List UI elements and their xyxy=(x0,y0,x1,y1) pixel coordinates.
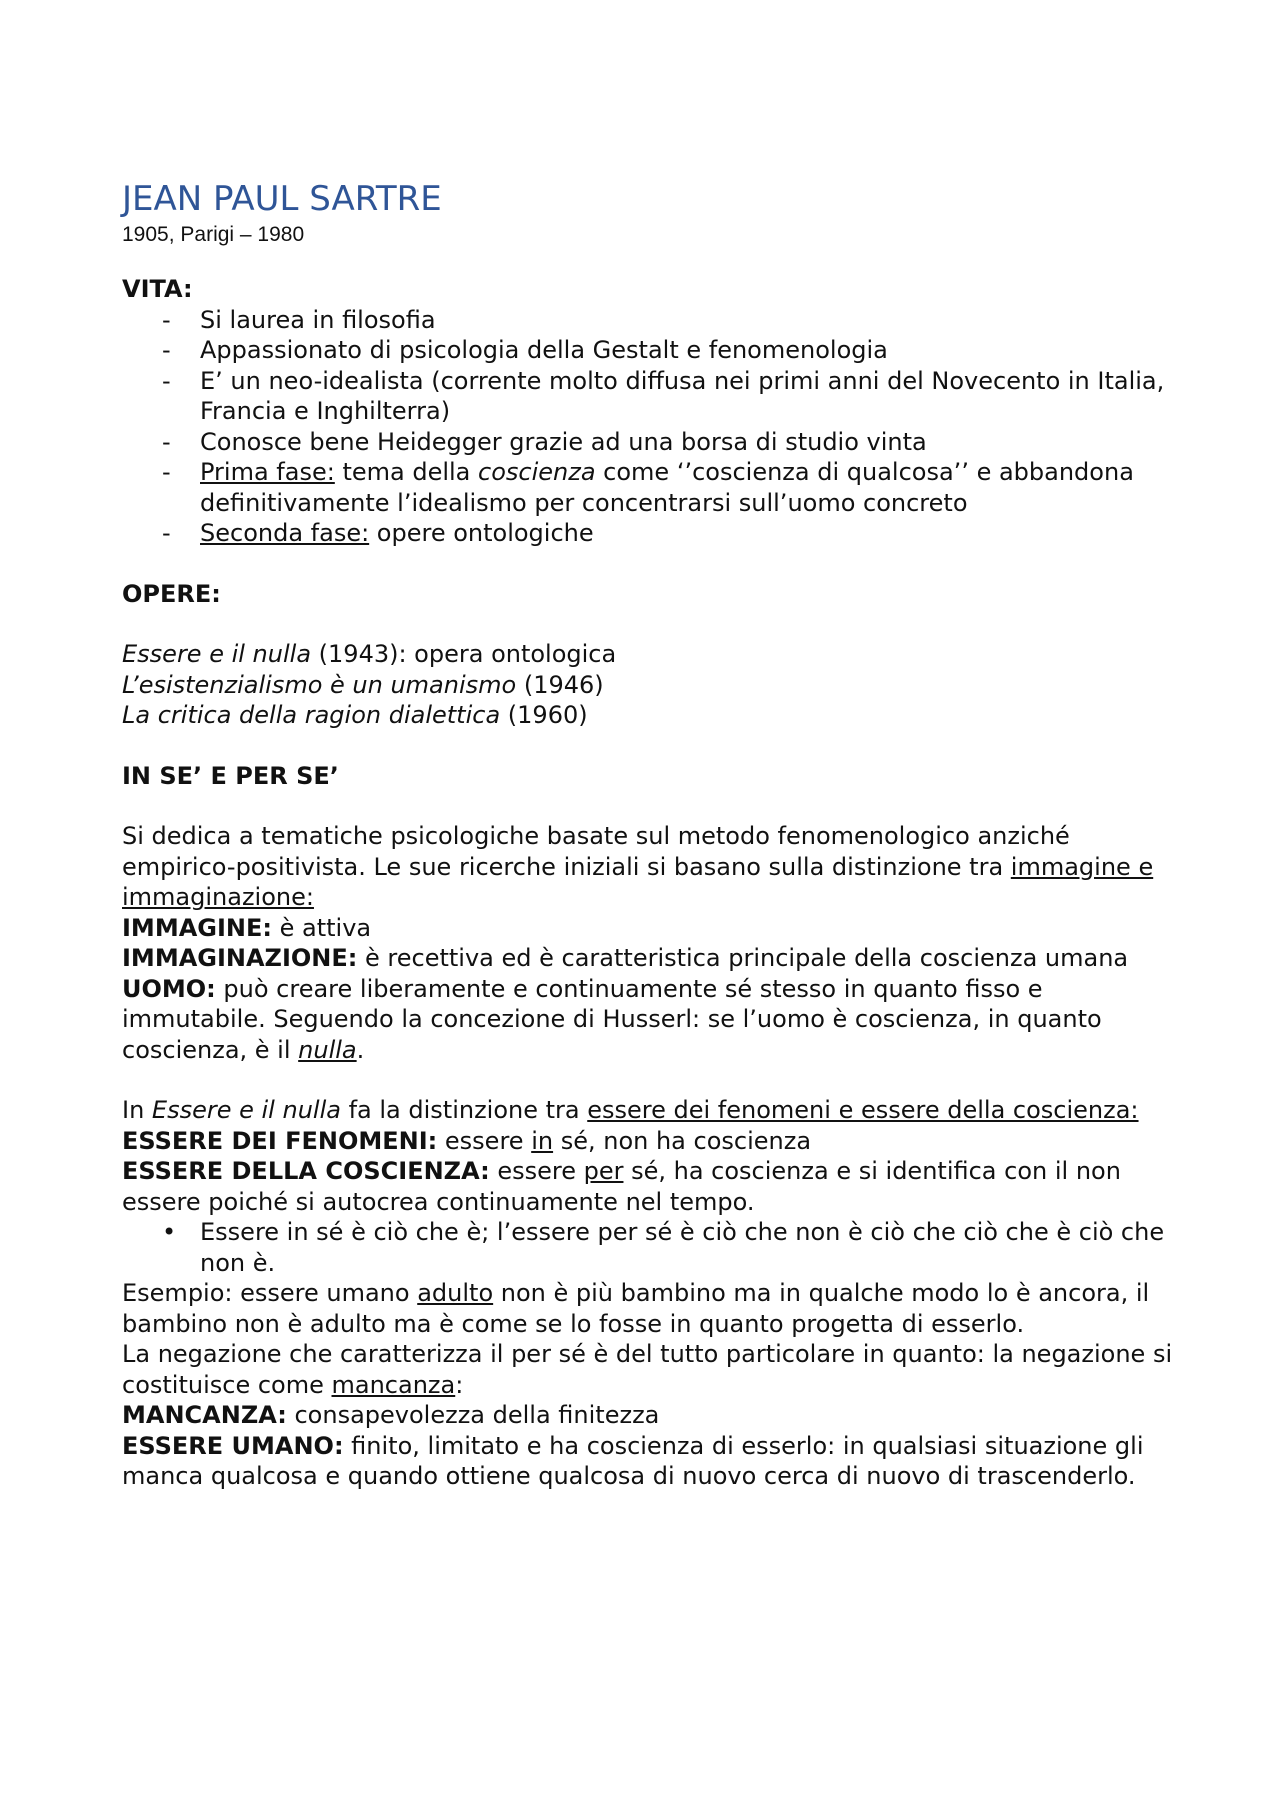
list-item: - Prima fase: tema della coscienza come ‘’coscienza di qualcosa’’ e abbandona definitivamente l’idealismo per concentrarsi sull’uomo concreto xyxy=(162,458,1134,517)
definition: ESSERE DELLA COSCIENZA: essere per sé, ha coscienza e si identifica con il non essere poiché si autocrea continuamente nel tempo. xyxy=(122,1157,1121,1216)
definition: IMMAGINE: è attiva xyxy=(122,913,372,942)
underlined-label: Seconda fase: xyxy=(200,519,370,547)
paragraph: Si dedica a tematiche psicologiche basate sul metodo fenomenologico anziché empirico-positivista. Le sue ricerche iniziali si basano sulla distinzione tra immagine e immaginazione: xyxy=(122,822,1154,911)
definition: ESSERE DEI FENOMENI: essere in sé, non ha coscienza xyxy=(122,1126,812,1155)
work-entry: L’esistenzialismo è un umanismo (1946) xyxy=(122,670,604,699)
list-item: - Seconda fase: opere ontologiche xyxy=(162,519,594,547)
list-item: • Essere in sé è ciò che è; l’essere per sé è ciò che non è ciò che ciò che è ciò che non è. xyxy=(162,1218,1165,1277)
underlined-label: Prima fase: xyxy=(200,458,335,486)
definition: MANCANZA: consapevolezza della finitezza xyxy=(122,1401,660,1429)
opere-heading: OPERE: xyxy=(122,579,221,608)
work-entry: Essere e il nulla (1943): opera ontologica xyxy=(122,640,617,668)
page-subtitle: 1905, Parigi – 1980 xyxy=(122,223,305,246)
vita-heading: VITA: xyxy=(122,275,193,303)
bullet-list xyxy=(122,1217,1182,1278)
document-page xyxy=(122,178,1182,1492)
paragraph: In Essere e il nulla fa la distinzione tra essere dei fenomeni e essere della coscienza: xyxy=(122,1096,1139,1124)
work-entry: La critica della ragion dialettica (1960) xyxy=(122,701,588,729)
definition: IMMAGINAZIONE: è recettiva ed è caratteristica principale della coscienza umana xyxy=(122,944,1129,972)
vita-list xyxy=(122,305,1182,549)
page-title: JEAN PAUL SARTRE xyxy=(122,179,442,219)
list-item: - Si laurea in filosofia xyxy=(162,305,436,334)
paragraph: Esempio: essere umano adulto non è più bambino ma in qualche modo lo è ancora, il bambino non è adulto ma è come se lo fosse in quanto progetta di esserlo. xyxy=(122,1279,1150,1338)
inse-heading: IN SE’ E PER SE’ xyxy=(122,761,339,790)
definition: ESSERE UMANO: finito, limitato e ha coscienza di esserlo: in qualsiasi situazione gli manca qualcosa e quando ottiene qualcosa di nuovo cerca di nuovo di trascenderlo. xyxy=(122,1431,1144,1490)
list-item: - Conosce bene Heidegger grazie ad una borsa di studio vinta xyxy=(162,427,927,456)
list-item: - E’ un neo-idealista (corrente molto diffusa nei primi anni del Novecento in Italia, Francia e Inghilterra) xyxy=(162,366,1165,425)
list-item: - Appassionato di psicologia della Gestalt e fenomenologia xyxy=(162,336,888,364)
definition: UOMO: può creare liberamente e continuamente sé stesso in quanto fisso e immutabile. Seguendo la concezione di Husserl: se l’uomo è coscienza, in quanto coscienza, è il nulla. xyxy=(122,974,1102,1064)
paragraph: La negazione che caratterizza il per sé è del tutto particolare in quanto: la negazione si costituisce come mancanza: xyxy=(122,1340,1173,1399)
